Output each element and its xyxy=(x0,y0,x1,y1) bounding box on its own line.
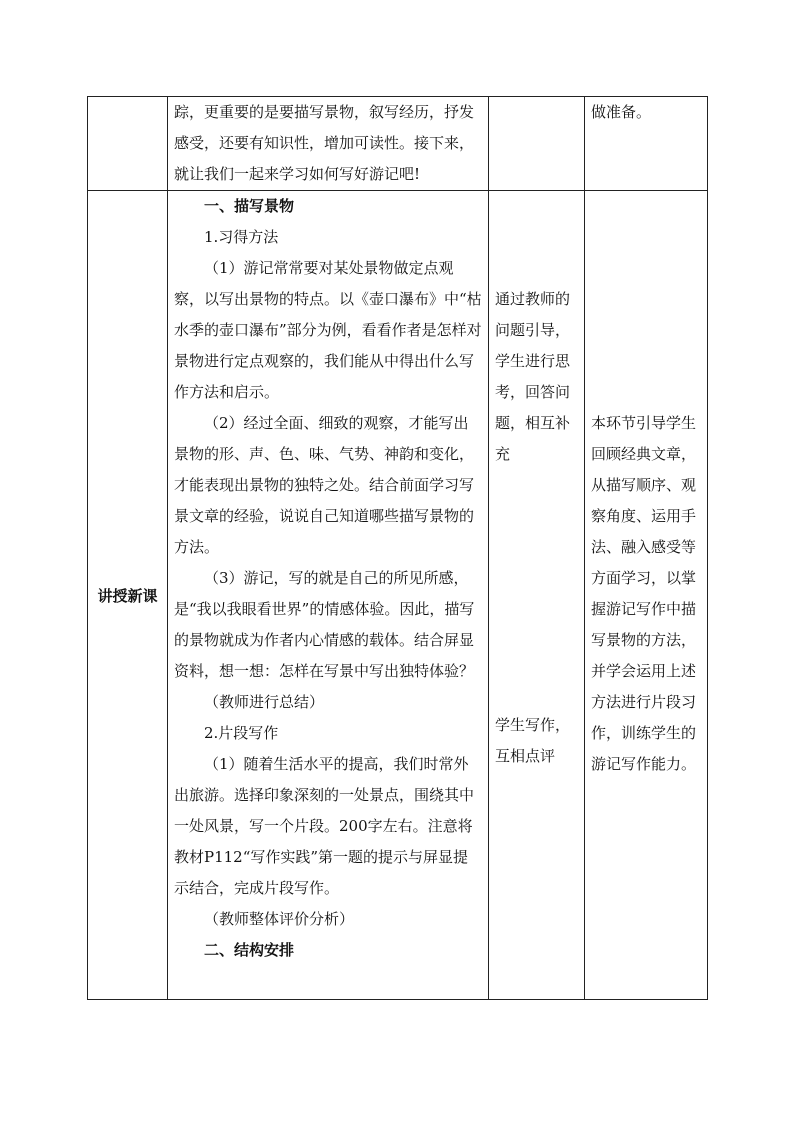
heading-structure: 二、结构安排 xyxy=(204,941,295,959)
subheading-learn-method: 1.习得方法 xyxy=(204,228,279,246)
teacher-summary-note: （教师进行总结） xyxy=(204,693,325,711)
table-row xyxy=(88,97,708,191)
spacer xyxy=(495,470,580,710)
paragraph-1: （1）游记常常要对某处景物做定点观察，以写出景物的特点。以《壶口瀑布》中“枯水季的壶口瀑布”部分为例，看看作者是怎样对景物进行定点观察的，我们能从中得出什么写作方法和启示。 xyxy=(174,259,482,401)
student-activity-cell xyxy=(489,97,585,191)
heading-describe-scenery: 一、描写景物 xyxy=(204,197,295,215)
paragraph-4: （1）随着生活水平的提高，我们时常外出旅游。选择印象深刻的一处景点，围绕其中一处风景，写一个片段。200字左右。注意将教材P112“写作实践”第一题的提示与屏显提示结合，完成片段写作。 xyxy=(174,755,475,897)
student-activity-2: 学生写作，互相点评 xyxy=(495,716,571,765)
stage-label: 讲授新课 xyxy=(97,586,158,605)
stage-cell xyxy=(88,191,168,1000)
table-row xyxy=(88,191,708,1000)
content-paragraph: 踪，更重要的是要描写景物，叙写经历，抒发感受，还要有知识性，增加可读性。接下来，就让我们一起来学习如何写好游记吧! xyxy=(174,103,475,183)
student-activity-cell xyxy=(489,191,585,1000)
spacer xyxy=(495,191,580,284)
design-intent-cell xyxy=(585,97,708,191)
design-intent-text: 本环节引导学生回顾经典文章，从描写顺序、观察角度、运用手法、融入感受等方面学习，以掌握游记写作中描写景物的方法，并学会运用上述方法进行片段习作，训练学生的游记写作能力。 xyxy=(591,414,697,773)
lesson-plan-table xyxy=(87,96,708,1000)
content-cell xyxy=(168,191,489,1000)
paragraph-2: （2）经过全面、细致的观察，才能写出景物的形、声、色、味、气势、神韵和变化，才能表现出景物的独特之处。结合前面学习写景文章的经验，说说自己知道哪些描写景物的方法。 xyxy=(174,414,475,556)
teacher-evaluation-note: （教师整体评价分析） xyxy=(204,910,355,928)
student-activity-1: 通过教师的问题引导，学生进行思考，回答问题，相互补充 xyxy=(495,290,571,463)
stage-cell-empty xyxy=(88,97,168,191)
subheading-fragment-writing: 2.片段写作 xyxy=(204,724,279,742)
content-cell xyxy=(168,97,489,191)
design-intent-cell xyxy=(585,191,708,1000)
paragraph-3: （3）游记，写的就是自己的所见所感，是“我以我眼看世界”的情感体验。因此，描写的景物就成为作者内心情感的载体。结合屏显资料，想一想：怎样在写景中写出独特体验？ xyxy=(174,569,475,680)
design-intent-text: 做准备。 xyxy=(591,103,652,121)
spacer xyxy=(591,191,703,408)
